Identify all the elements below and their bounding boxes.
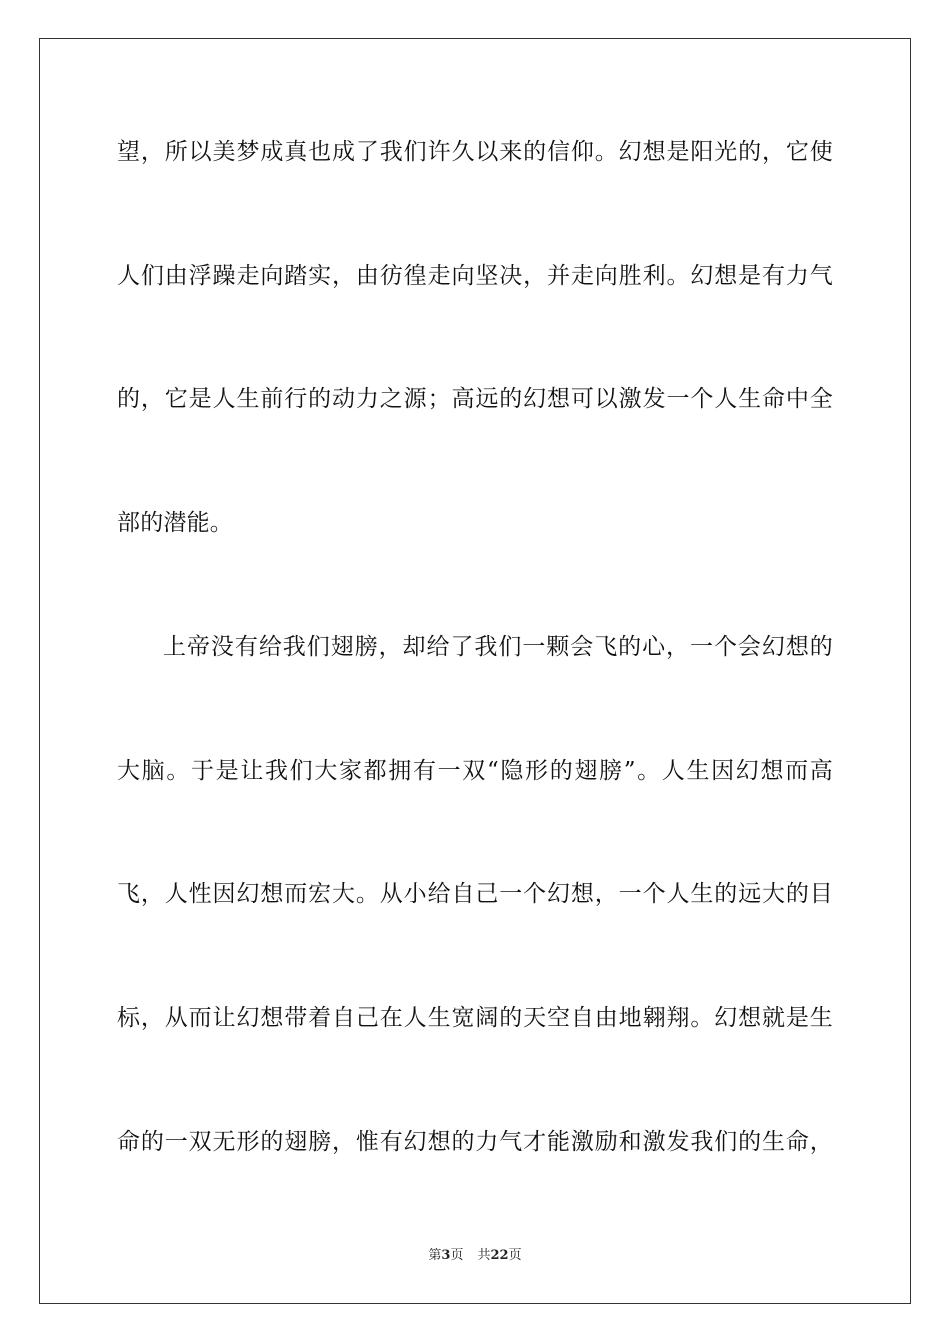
- paragraph-2-line-4: 标，从而让幻想带着自己在人生宽阔的天空自由地翱翔。幻想就是生: [117, 1005, 833, 1031]
- paragraph-2-line-1: 上帝没有给我们翅膀，却给了我们一颗会飞的心，一个会幻想的: [163, 634, 833, 660]
- total-suffix: 页: [508, 1248, 522, 1263]
- page-number: 3: [441, 1248, 451, 1263]
- page-border: [39, 38, 911, 1304]
- page-footer: [0, 1247, 950, 1265]
- total-prefix: 共: [477, 1248, 491, 1263]
- paragraph-2-line-2: 大脑。于是让我们大家都拥有一双“隐形的翅膀”。人生因幻想而高: [117, 758, 833, 784]
- total-pages: 22: [490, 1248, 509, 1263]
- paragraph-1-line-2: 人们由浮躁走向踏实，由彷徨走向坚决，并走向胜利。幻想是有力气: [117, 263, 833, 289]
- page-prefix: 第: [428, 1248, 442, 1263]
- paragraph-2-line-3: 飞，人性因幻想而宏大。从小给自己一个幻想，一个人生的远大的目: [117, 881, 833, 907]
- paragraph-1-line-3: 的，它是人生前行的动力之源；高远的幻想可以激发一个人生命中全: [117, 386, 833, 412]
- paragraph-2-line-5: 命的一双无形的翅膀，惟有幻想的力气才能激励和激发我们的生命，: [117, 1129, 833, 1155]
- paragraph-1-line-4: 部的潜能。: [117, 510, 233, 536]
- page-suffix: 页: [450, 1248, 464, 1263]
- paragraph-1-line-1: 望，所以美梦成真也成了我们许久以来的信仰。幻想是阳光的，它使: [117, 139, 833, 165]
